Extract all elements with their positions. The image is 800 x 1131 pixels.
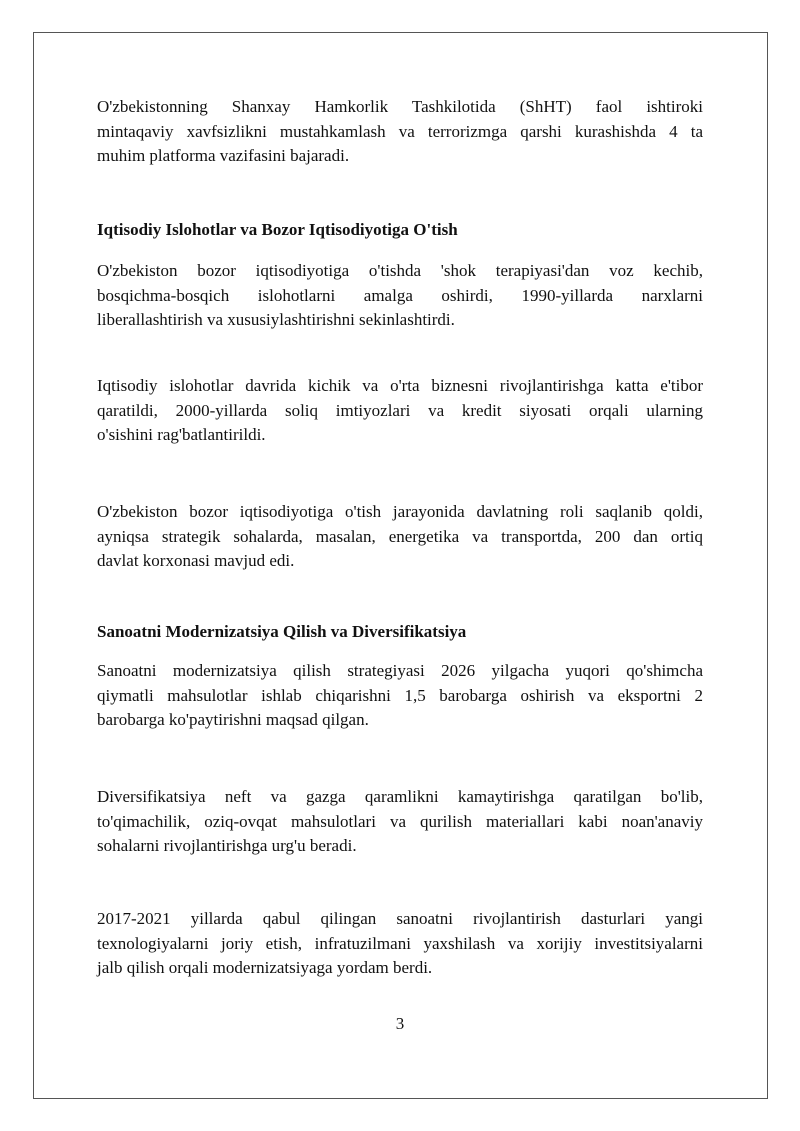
text-line: jalb qilish orqali modernizatsiyaga yordam berdi. [97, 958, 433, 977]
text-line: qaratildi, 2000-yillarda soliq imtiyozlari va kredit siyosati orqali ularning [97, 400, 703, 420]
body-paragraph [97, 659, 703, 733]
text-line: o'sishini rag'batlantirildi. [97, 425, 266, 444]
body-paragraph [97, 785, 703, 859]
text-line: 2017-2021 yillarda qabul qilingan sanoatni rivojlantirish dasturlari yangi [97, 909, 703, 928]
page-number: 3 [395, 1014, 405, 1033]
text-line: Diversifikatsiya neft va gazga qaramlikni kamaytirishga qaratilgan bo'lib, [97, 787, 703, 806]
text-line: barobarga ko'paytirishni maqsad qilgan. [97, 710, 369, 729]
body-paragraph [97, 907, 703, 981]
body-paragraph [97, 500, 703, 574]
text-line: O'zbekistonning Shanxay Hamkorlik Tashkilotida (ShHT) faol ishtiroki [97, 97, 703, 116]
text-line: texnologiyalarni joriy etish, infratuzilmani yaxshilash va xorijiy investitsiyalarni [97, 933, 703, 953]
section-heading: Iqtisodiy Islohotlar va Bozor Iqtisodiyotiga O'tish [97, 220, 458, 239]
body-paragraph [97, 259, 703, 333]
text-line: O'zbekiston bozor iqtisodiyotiga o'tish jarayonida davlatning roli saqlanib qoldi, [97, 502, 703, 521]
text-line: liberallashtirish va xususiylashtirishni sekinlashtirdi. [97, 310, 455, 329]
text-line: bosqichma-bosqich islohotlarni amalga oshirdi, 1990-yillarda narxlarni [97, 285, 703, 305]
text-line: Iqtisodiy islohotlar davrida kichik va o'rta biznesni rivojlantirishga katta e'tibor [97, 376, 703, 395]
text-line: to'qimachilik, oziq-ovqat mahsulotlari va qurilish materiallari kabi noan'anaviy [97, 811, 703, 831]
intro-paragraph [97, 95, 703, 169]
text-line: qiymatli mahsulotlar ishlab chiqarishni 1,5 barobarga oshirish va eksportni 2 [97, 685, 703, 705]
text-line: Sanoatni modernizatsiya qilish strategiyasi 2026 yilgacha yuqori qo'shimcha [97, 661, 703, 680]
text-line: sohalarni rivojlantirishga urg'u beradi. [97, 836, 357, 855]
text-line: ayniqsa strategik sohalarda, masalan, energetika va transportda, 200 dan ortiq [97, 526, 703, 546]
text-line: mintaqaviy xavfsizlikni mustahkamlash va terrorizmga qarshi kurashishda 4 ta [97, 121, 703, 141]
section-heading: Sanoatni Modernizatsiya Qilish va Diversifikatsiya [97, 622, 467, 641]
text-line: O'zbekiston bozor iqtisodiyotiga o'tishda 'shok terapiyasi'dan voz kechib, [97, 261, 703, 280]
text-line: davlat korxonasi mavjud edi. [97, 551, 295, 570]
text-line: muhim platforma vazifasini bajaradi. [97, 146, 350, 165]
body-paragraph [97, 374, 703, 448]
